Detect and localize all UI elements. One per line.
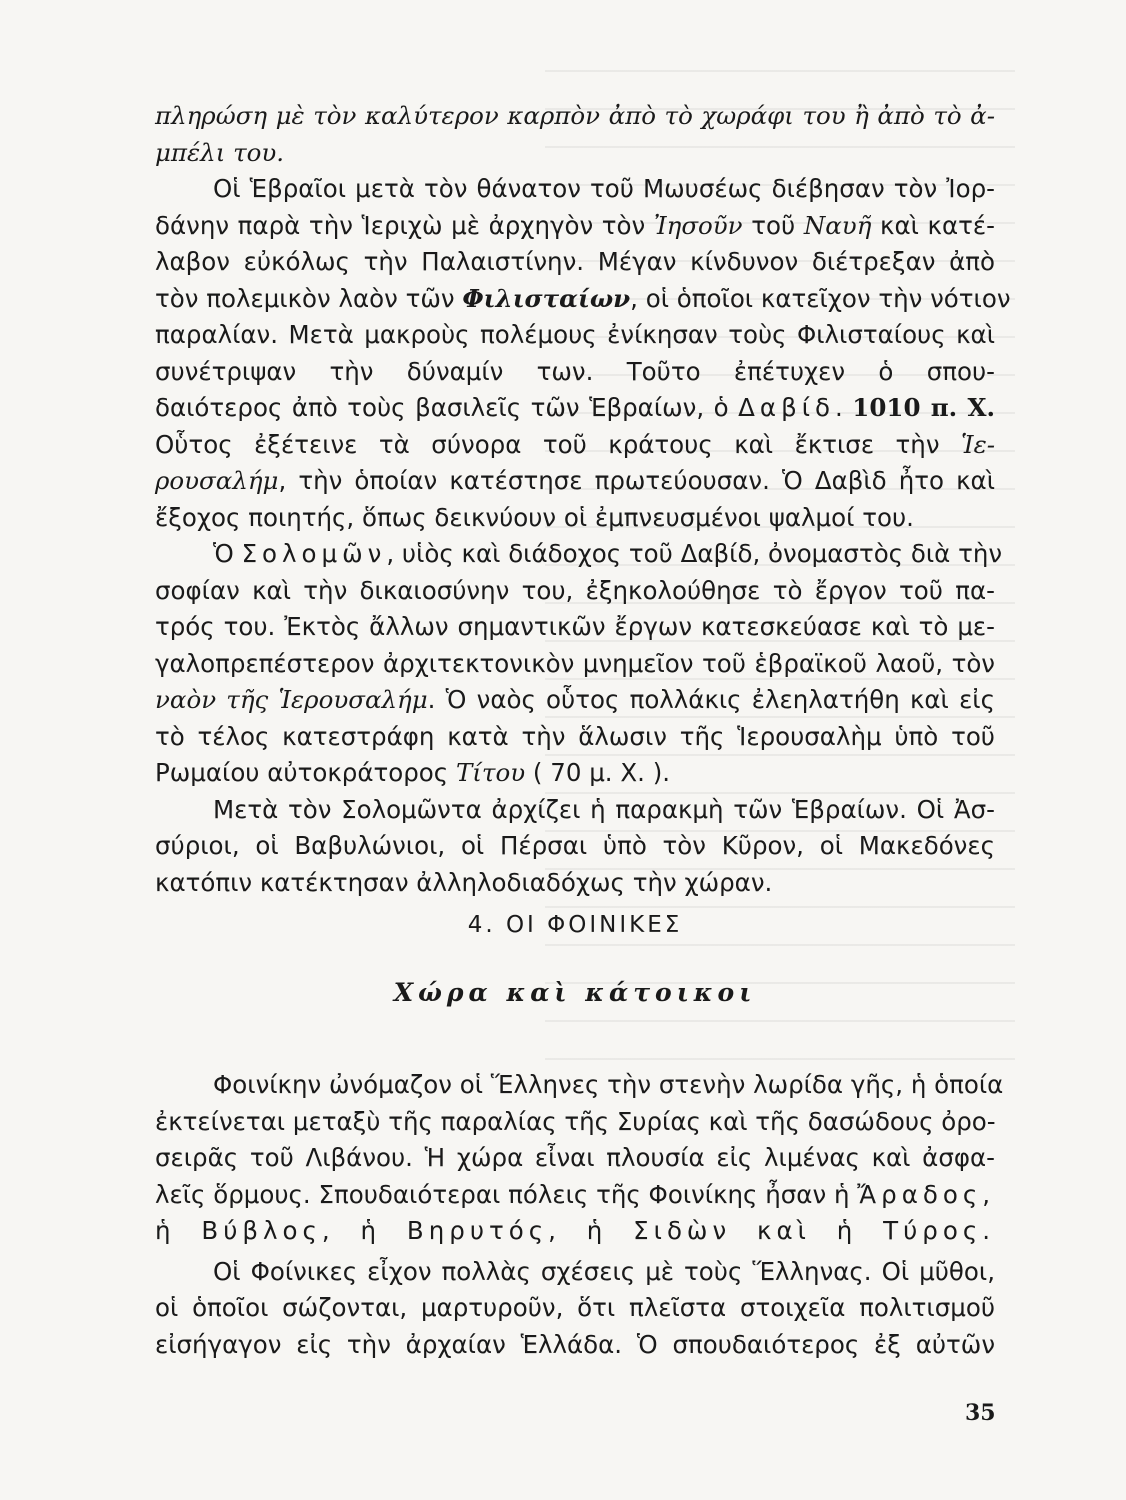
text-line: γαλοπρεπέστερον ἀρχιτεκτονικὸν μνημεῖον τοῦ ἑβραϊκοῦ λαοῦ, τὸν: [155, 648, 995, 678]
text-line: ἡ Βύβλος, ἡ Βηρυτός, ἡ Σιδὼν καὶ ἡ Τύρος.: [155, 1216, 995, 1245]
text-line: μπέλι του.: [155, 137, 285, 167]
text-block-phoenicians: [155, 1067, 1004, 1363]
text-line: παραλίαν. Μετὰ μακροὺς πολέμους ἐνίκησαν τοὺς Φιλισταίους καὶ: [155, 320, 995, 349]
text-line: κατόπιν κατέκτησαν ἀλληλοδιαδόχως τὴν χώραν.: [155, 867, 773, 897]
text-line: Ὁ Σολομῶν, υἱὸς καὶ διάδοχος τοῦ Δαβίδ, ὀνομαστὸς διὰ τὴν: [213, 539, 1003, 568]
text-line: ναὸν τῆς Ἱερουσαλήμ. Ὁ ναὸς οὗτος πολλάκις ἐλεηλατήθη καὶ εἰς: [155, 685, 995, 714]
text-line: τὸ τέλος κατεστράφη κατὰ τὴν ἅλωσιν τῆς Ἱερουσαλὴμ ὑπὸ τοῦ: [155, 721, 995, 751]
text-line: λαβον εὐκόλως τὴν Παλαιστίνην. Μέγαν κίνδυνον διέτρεξαν ἀπὸ: [155, 247, 995, 276]
text-line: Ρωμαίου αὐτοκράτορος Τίτου ( 70 μ. Χ. ).: [155, 758, 671, 787]
text-line: σύριοι, οἱ Βαβυλώνιοι, οἱ Πέρσαι ὑπὸ τὸν Κῦρον, οἱ Μακεδόνες: [155, 831, 995, 860]
text-line: λεῖς ὅρμους. Σπουδαιότεραι πόλεις τῆς Φοινίκης ἦσαν ἡ Ἄραδος,: [155, 1179, 995, 1209]
text-line: Μετὰ τὸν Σολομῶντα ἀρχίζει ἡ παρακμὴ τῶν Ἑβραίων. Οἱ Ἀσ-: [213, 794, 995, 824]
text-line: τρός του. Ἐκτὸς ἄλλων σημαντικῶν ἔργων κατεσκεύασε καὶ τὸ με-: [155, 612, 995, 641]
text-line: Οὗτος ἐξέτεινε τὰ σύνορα τοῦ κράτους καὶ ἔκτισε τὴν Ἱε-: [155, 429, 995, 459]
text-line: οἱ ὁποῖοι σώζονται, μαρτυροῦν, ὅτι πλεῖστα στοιχεῖα πολιτισμοῦ: [155, 1293, 995, 1322]
text-line: Οἱ Φοίνικες εἶχον πολλὰς σχέσεις μὲ τοὺς Ἕλληνας. Οἱ μῦθοι,: [213, 1256, 995, 1286]
page-number: 35: [965, 1400, 996, 1426]
text-line: ἔξοχος ποιητής, ὅπως δεικνύουν οἱ ἐμπνευσμένοι ψαλμοί του.: [155, 502, 914, 532]
section-heading: 4. ΟΙ ΦΟΙΝΙΚΕΣ: [467, 912, 683, 938]
text-block: [155, 98, 1011, 901]
text-line: δαιότερος ἀπὸ τοὺς βασιλεῖς τῶν Ἑβραίων, ὁ Δαβίδ. 1010 π. Χ.: [155, 393, 996, 422]
text-line: δάνην παρὰ τὴν Ἱεριχὼ μὲ ἀρχηγὸν τὸν Ἰησοῦν τοῦ Ναυῆ καὶ κατέ-: [155, 210, 995, 240]
text-line: Οἱ Ἑβραῖοι μετὰ τὸν θάνατον τοῦ Μωυσέως διέβησαν τὸν Ἰορ-: [213, 174, 995, 203]
text-line: εἰσήγαγον εἰς τὴν ἀρχαίαν Ἑλλάδα. Ὁ σπουδαιότερος ἐξ αὐτῶν: [155, 1329, 995, 1359]
text-line: Φοινίκην ὠνόμαζον οἱ Ἕλληνες τὴν στενὴν λωρίδα γῆς, ἡ ὁποία: [213, 1070, 1004, 1099]
text-line: ρουσαλήμ, τὴν ὁποίαν κατέστησε πρωτεύουσαν. Ὁ Δαβὶδ ἦτο καὶ: [155, 466, 995, 495]
text-line: πληρώση μὲ τὸν καλύτερον καρπὸν ἀπὸ τὸ χωράφι του ἢ ἀπὸ τὸ ἀ-: [155, 101, 995, 130]
text-line: συνέτριψαν τὴν δύναμίν των. Τοῦτο ἐπέτυχεν ὁ σπου-: [155, 356, 995, 386]
text-line: ἐκτείνεται μεταξὺ τῆς παραλίας τῆς Συρίας καὶ τῆς δασώδους ὀρο-: [155, 1106, 996, 1136]
text-line: σοφίαν καὶ τὴν δικαιοσύνην του, ἐξηκολούθησε τὸ ἔργον τοῦ πα-: [155, 575, 995, 605]
section-subheading: Χώρα καὶ κάτοικοι: [393, 978, 757, 1007]
text-line: τὸν πολεμικὸν λαὸν τῶν Φιλισταίων, οἱ ὁποῖοι κατεῖχον τὴν νότιον: [155, 283, 1011, 313]
text-line: σειρᾶς τοῦ Λιβάνου. Ἡ χώρα εἶναι πλουσία εἰς λιμένας καὶ ἀσφα-: [155, 1143, 995, 1172]
